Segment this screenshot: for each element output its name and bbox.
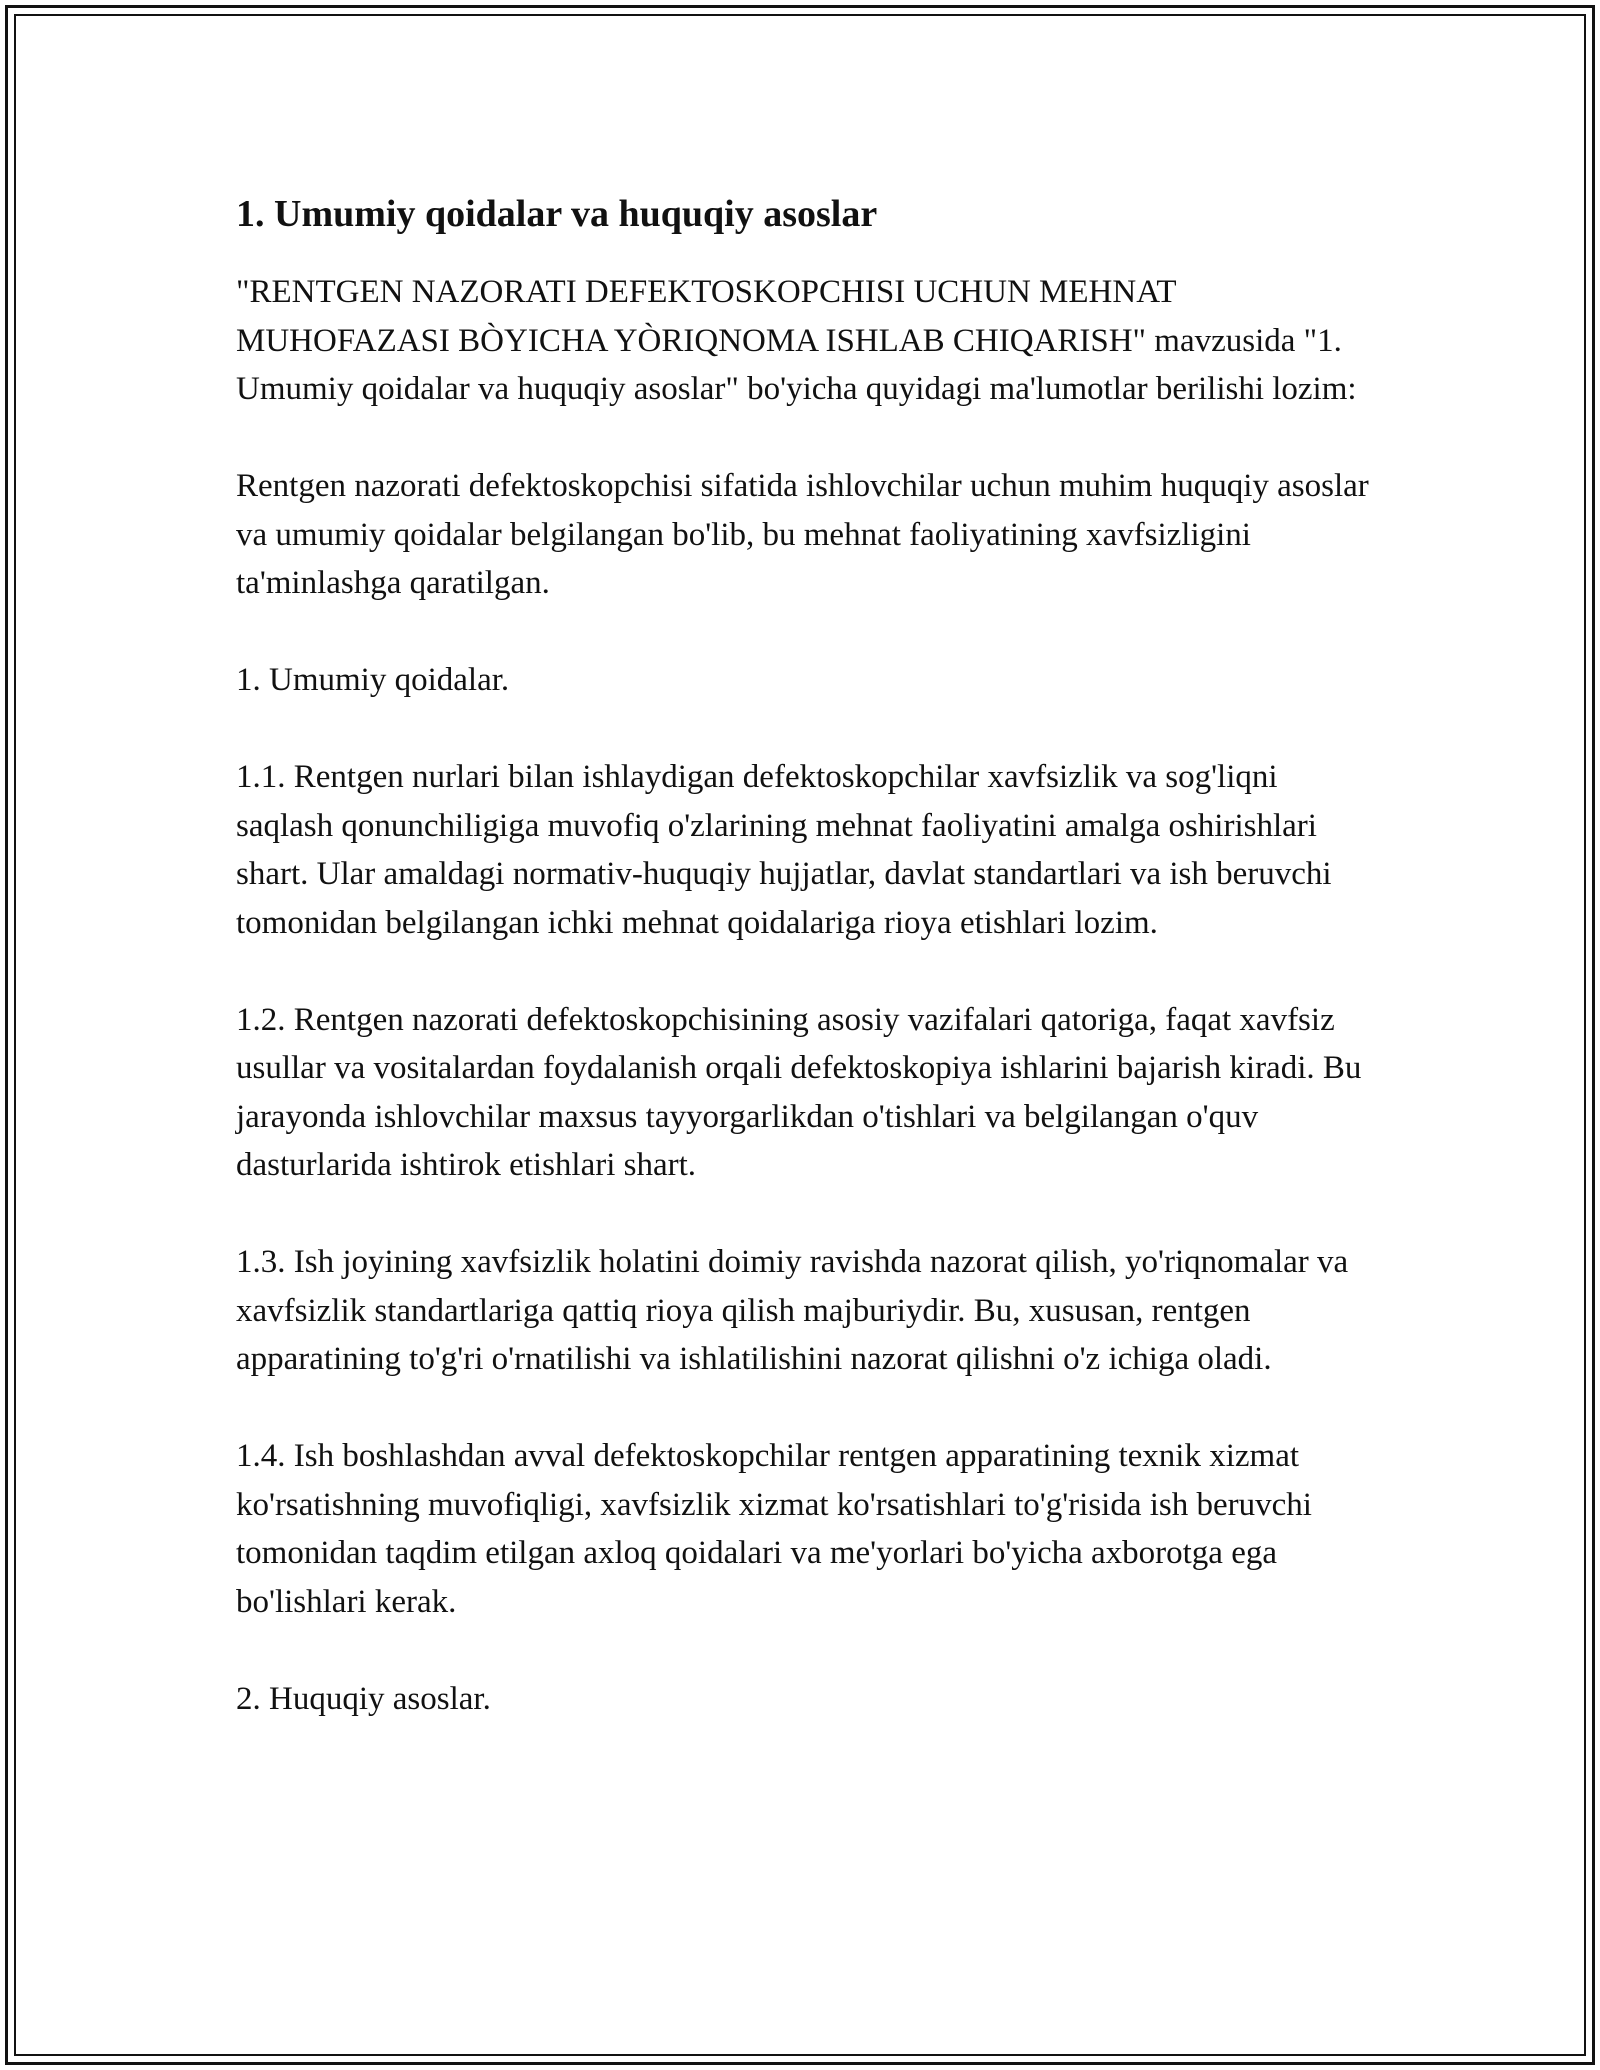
clause-1-3: 1.3. Ish joyining xavfsizlik holatini doimiy ravishda nazorat qilish, yo'riqnomalar va xavfsizlik standartlariga qattiq rioya qilish majburiydir. Bu, xususan, rentgen apparatining to'g'ri o'rnatilishi va ishlatilishini nazorat qilishni o'z ichiga oladi. — [236, 1244, 1349, 1377]
overview-paragraph: Rentgen nazorati defektoskopchisi sifatida ishlovchilar uchun muhim huquqiy asoslar va umumiy qoidalar belgilangan bo'lib, bu mehnat faoliyatining xavfsizligini ta'minlashga qaratilgan. — [236, 468, 1369, 601]
clause-1-4: 1.4. Ish boshlashdan avval defektoskopchilar rentgen apparatining texnik xizmat ko'rsatishning muvofiqligi, xavfsizlik xizmat ko'rsatishlari to'g'risida ish beruvchi tomonidan taqdim etilgan axloq qoidalari va me'yorlari bo'yicha axborotga ega bo'lishlari kerak. — [236, 1438, 1312, 1620]
document-body — [236, 186, 1376, 1723]
clause-1-1: 1.1. Rentgen nurlari bilan ishlaydigan defektoskopchilar xavfsizlik va sog'liqni saqlash qonunchiligiga muvofiq o'zlarining mehnat faoliyatini amalga oshirishlari shart. Ular amaldagi normativ-huquqiy hujjatlar, davlat standartlari va ish beruvchi tomonidan belgilangan ichki mehnat qoidalariga rioya etishlari lozim. — [236, 759, 1332, 941]
subsection-title-general-rules: 1. Umumiy qoidalar. — [236, 662, 510, 698]
intro-paragraph: "RENTGEN NAZORATI DEFEKTOSKOPCHISI UCHUN MEHNAT MUHOFAZASI BÒYICHA YÒRIQNOMA ISHLAB CHIQARISH" mavzusida "1. Umumiy qoidalar va huquqiy asoslar" bo'yicha quyidagi ma'lumotlar berilishi lozim: — [236, 274, 1357, 407]
section-heading: 1. Umumiy qoidalar va huquqiy asoslar — [236, 193, 878, 235]
subsection-title-legal-basis: 2. Huquqiy asoslar. — [236, 1680, 491, 1717]
clause-1-2: 1.2. Rentgen nazorati defektoskopchisining asosiy vazifalari qatoriga, faqat xavfsiz usullar va vositalardan foydalanish orqali defektoskopiya ishlarini bajarish kiradi. Bu jarayonda ishlovchilar maxsus tayyorgarlikdan o'tishlari va belgilangan o'quv dasturlarida ishtirok etishlari shart. — [236, 1001, 1362, 1183]
